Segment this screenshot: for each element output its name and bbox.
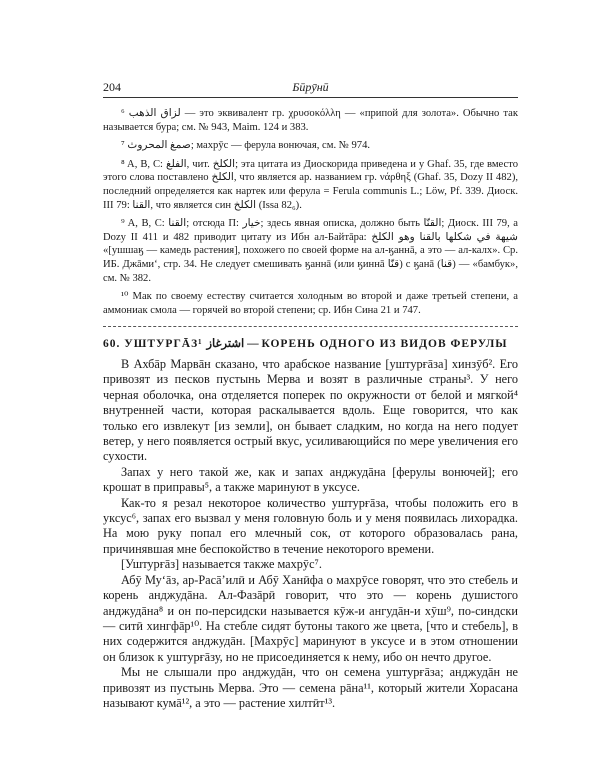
entry-body [103,357,518,711]
footnote-7: ⁷ صمغ المحروث; махрӯс — ферула вонючая, см. № 974. [121,140,371,152]
paragraph: Как-то я резал некоторое количество уштурғāза, чтобы положить его в уксус⁶, запах его вызвал у меня головную боль и у меня появилась лихорадка. На мою руку попал его млечный сок, от которого образовалась рана, причинявшая мне беспокойство в течение некоторого времени. [103,495,518,556]
paragraph: Мы не слышали про анджудāн, что он семена уштурғāза; анджудāн не привозят из пустынь Мерва. Это — семена рāна¹¹, который жители Хорасана называют кумā¹², а это — растение хилтӣт¹³. [103,665,518,710]
footnote-9: ⁹ A, B, C: القنا; отсюда П: خيار; здесь явная описка, должно быть القنّا; Диоск. III 79, а Dozy II 411 и 482 приводит цитату из Ибн ал-Байтāра: شيهة في شكلها بالقنا وهو الكلخ «[ушшаӄ — камедь растения], похожего по своей форме на ал-ӄаннā, а это — ал-калх». Ср. ИБ. Джāмиʻ, стр. 34. Не следует смешивать ӄаннā (или ӄиннā قنّا) с ӄанā (قنا) — «бамбук», см. № 382. [103,218,518,284]
footnote-8: ⁸ A, B, C: الفلغ, чит. الكلخ; эта цитата из Диоскорида приведена и у Ghaf. 35, где вместо этого слова поставлено الكلخ, что является ар. названием гр. νάρθηξ (Ghaf. 35, Dozy II 482), последний определяется как нартек или ферула = Ferula communis L.; Löw, Pf. 339. Диоск. III 79: القنا, что является син الكلخ (Issa 82₆). [103,158,518,211]
footnote-6: ⁶ لزاق الذهب — это эквивалент гр. χρυσοκόλλη — «припой для золота». Обычно так называется бура; см. № 943, Maim. 124 и 383. [103,108,518,133]
section-separator [103,326,518,327]
header-rule [103,97,518,98]
entry-heading: 60. УШТУРГĀЗ¹ اشترغاز — КОРЕНЬ ОДНОГО ИЗ ВИДОВ ФЕРУЛЫ [103,338,508,350]
running-title: Бӣрӯнӣ [292,80,329,94]
page-header [103,80,518,94]
paragraph: Абӯ Муʻāз, ар-Расāʼилӣ и Абӯ Ханӣфа о махрӯсе говорят, что это стебель и корень анджудāна. Ал-Фазāрӣ говорит, что это — корень душистого анджудāна⁸ и он по-персидски называется кӯж-и ангудāн-и хӯш⁹, по-синдски — ситӣ хингфāр¹⁰. На стебле сидят бутоны такого же цвета, [что и стебель], в них содержится анджудāн. [Махрӯс] маринуют в уксусе и в этом отношении он близок к уштурғāзу, но не присоединяется к нему, ибо он нечто другое. [103,572,518,664]
page-number: 204 [103,80,121,94]
footnotes [103,107,518,317]
paragraph: Запах у него такой же, как и запах анджудāна [ферулы вонючей]; его крошат в приправы⁵, а также маринуют в уксусе. [103,464,518,495]
paragraph: [Уштурғāз] называется также махрӯс⁷. [121,557,322,572]
footnote-10: ¹⁰ Мак по своему естеству считается холодным во второй и даже третьей степени, а аммониак смола — горячей во второй степени; ср. Ибн Сина 21 и 747. [103,291,518,316]
paragraph: В Ахбāр Марвāн сказано, что арабское название [уштурғāза] хинзӯб². Его привозят из песков пустынь Мерва и возят в различные страны³. У него черная оболочка, она отделяется поперек по окружности от белой и мягкой⁴ внутренней части, которая раскалывается вдоль. Еще говорится, что как только его извлекут [из земли], он бывает сладким, но когда на него подует ветер, у него появляется острый вкус, усиливающийся по мере увеличения его сухости. [103,357,518,464]
